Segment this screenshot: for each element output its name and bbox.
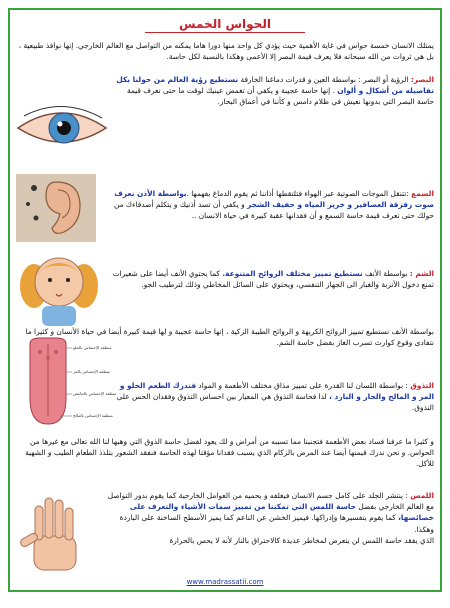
touch-text-1: : ينتشر الجلد على كامل جسم الانسان فيغلفه و يحميه من العوامل الخارجية كما يقوم بدور التواصل مع العالم الخارجي بفضل: [107, 491, 434, 512]
footer-link[interactable]: www.madrassatii.com: [186, 578, 264, 586]
tongue-label-salty: منطقة الإحساس بالمالح: [73, 413, 113, 418]
sight-heading: البصر:: [410, 75, 434, 84]
taste-paragraph: [108, 380, 434, 414]
girl-smelling-illustration: [16, 246, 102, 326]
hearing-highlight: بواسطة الأذن نعرف صوت زقزقة العصافير و خرير المياه و حفيف الشجر: [114, 189, 434, 210]
hearing-text-1: :تتنقل الموجات الصوتية عبر الهواء فتلتقطها أذاننا ثم يقوم الدماغ بفهمها .: [186, 189, 412, 198]
smell-text-2: كما يحتوي الأنف أيضا على شعيرات تمنع دخول الأتربة والغبار الى الجهاز التنفسي، ويحتوي على السائل المخاطي وذلك لترطيب الجو.: [112, 269, 434, 290]
page-title: الحواس الخمس: [179, 17, 271, 31]
sight-text-1: الرؤية أو البصر : بواسطة العين و قدرات دماغنا الخارقة: [238, 75, 411, 84]
touch-highlight: حاسة اللمس التي تمكننا من تمييز سمات الأشياء والتعرف على خصائصها،: [129, 502, 434, 523]
taste-highlight: فندرك الطعم الحلو و المر و المالح والحار و البارد ،: [119, 381, 434, 402]
touch-heading: اللمس: [410, 491, 434, 500]
hearing-paragraph: [98, 188, 434, 222]
ear-illustration: [16, 174, 96, 242]
smell-highlight: نستطيع تمييز مختلف الروائح المتنوعة.: [222, 269, 363, 278]
taste-heading: التذوق: [410, 381, 434, 390]
touch-text-2: كما يقوم بتفسيرها وإدراكها. فيميز الخشن عن الناعم كما يميز الأسطح الساخنة على الباردة وهكذا.: [119, 513, 434, 534]
intro-paragraph: يمتلك الانسان خمسة حواس في غاية الأهمية حيث يؤدي كل واحد منها دورا هاما يمكنه من التواصل مع العالم الخارجي. إنها نوافذ طبيعية ، بل هي ثروات من الله سبحانه فلا يعرف قيمة البصر إلا الأعمى وهكذا بالنسبة لكل حاسة.: [18, 41, 434, 62]
sight-text-2: . إنها حاسة عجيبة و يكفي أن تغمض عينيك لوقت ما حتى تعرف قيمة حاسة البصر التي بدونها نعيش في ظلام دامس و كأننا في أعماق البحار.: [126, 86, 434, 107]
taste-paragraph-2: و كثيرا ما عرفنا فساد بعض الأطعمة فتجنبنا مما تسببه من أمراض و لك يعود لفضل حاسة الذوق التي وهبها لنا الله تعالى مع غيرها من الحواس. و نحن ندرك قيمتها أيضا عند المرض بالزكام الذي يسبب فقدانا مؤقتا لهذه الحاسة فنفقد الشعور بتلذذ الطعام الطيب و الشهية للأكل.: [25, 437, 434, 469]
touch-text-3: الذي يفقد حاسة اللمس لن يتعرض لمخاطر عديدة كالاحتراق بالنار لأنه لا يحس بالحرارة: [169, 535, 434, 545]
tongue-label-sweet: منطقة الإحساس بالحلو: [73, 345, 112, 350]
sight-highlight: نستطيع رؤية العالم من حولنا بكل تفاصيله من أشكال و ألوان: [116, 75, 434, 96]
taste-text-1: : بواسطة اللسان لنا القدرة على تمييز مذاق مختلف الأطعمة و المواد: [196, 381, 411, 390]
smell-heading: الشم :: [409, 269, 434, 278]
sight-paragraph: [112, 74, 434, 108]
title-underline: [145, 32, 305, 33]
hearing-text-2: و يكفي أن تسد أذنيك و يتكلم أصدقاءك من حولك حتى تعرف قيمة حاسة السمع و أن فقدانها عقبة كبيرة في حياة الانسان ..: [114, 200, 434, 221]
smell-paragraph: [112, 268, 434, 290]
tongue-label-sour: منطقة الإحساس بالحامض: [73, 391, 117, 396]
hand-illustration: [16, 496, 96, 572]
eye-illustration: [16, 102, 108, 150]
tongue-label-bitter: منطقة الإحساس بالمر: [73, 369, 110, 374]
hearing-heading: السمع: [411, 189, 434, 198]
smell-text-1: بواسطة الأنف: [362, 269, 410, 278]
tongue-diagram: [16, 338, 117, 426]
smell-paragraph-2: بواسطة الأنف نستطيع تمييز الروائح الكريهة و الروائح الطيبة الزكية ، إنها حاسة عجيبة و لها قيمة كبيرة أيضا في حياة الأنسان و كثيرا ما نتفادى وقوع كوارث تسرب الغاز بفضل حاسة الشم.: [25, 327, 434, 348]
taste-text-2: لذا فحاسة التذوق هي المعيار بين احساس التذوق وفقدان الحس على التذوق.: [116, 392, 434, 413]
document-page: [8, 8, 442, 592]
touch-paragraph: [98, 490, 434, 546]
